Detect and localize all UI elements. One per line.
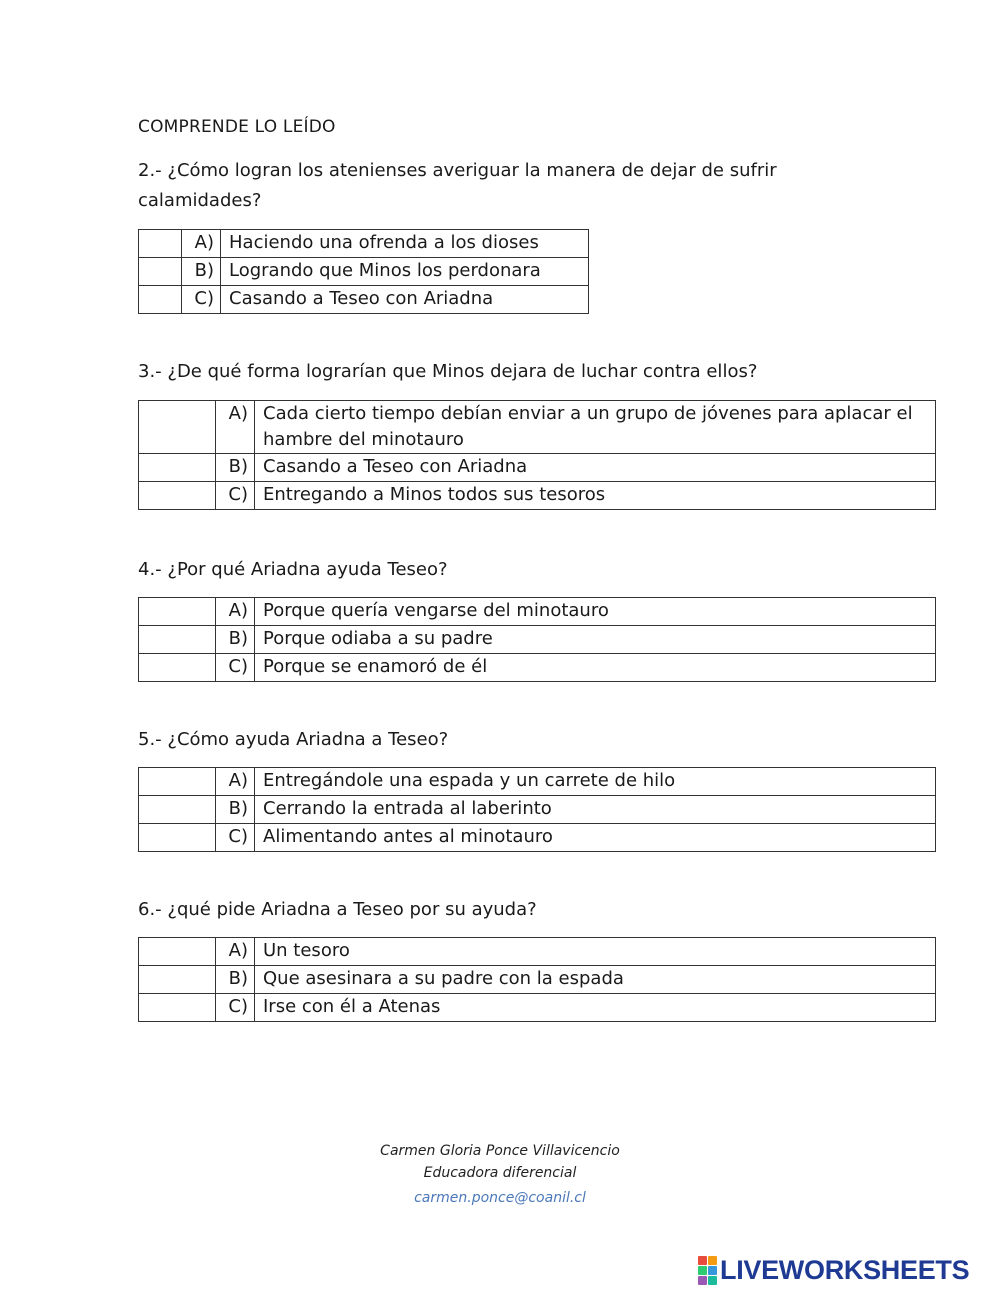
option-letter: C) — [216, 994, 255, 1022]
question-2-text: 2.- ¿Cómo logran los atenienses averiguar la manera de dejar de sufrir calamidades? — [138, 160, 777, 211]
option-letter: A) — [216, 768, 255, 796]
option-text: Porque quería vengarse del minotauro — [255, 598, 936, 626]
question-6-options — [138, 937, 936, 1022]
footer-author-role: Educadora diferencial — [423, 1165, 577, 1181]
logo-block — [708, 1276, 717, 1285]
logo-block — [708, 1266, 717, 1275]
question-4-options — [138, 597, 936, 682]
logo-block — [708, 1256, 717, 1265]
question-3-options — [138, 400, 936, 510]
answer-cell[interactable] — [139, 626, 216, 654]
option-letter: C) — [182, 286, 221, 314]
answer-cell[interactable] — [139, 824, 216, 852]
answer-cell[interactable] — [139, 654, 216, 682]
answer-cell[interactable] — [139, 482, 216, 510]
option-text: Casando a Teseo con Ariadna — [221, 286, 589, 314]
option-text: Irse con él a Atenas — [255, 994, 936, 1022]
option-letter: B) — [182, 258, 221, 286]
option-letter: B) — [216, 626, 255, 654]
question-6-text: 6.- ¿qué pide Ariadna a Teseo por su ayuda? — [138, 899, 537, 920]
answer-cell[interactable] — [139, 286, 182, 314]
option-text: Porque odiaba a su padre — [255, 626, 936, 654]
option-letter: B) — [216, 454, 255, 482]
option-text: Entregando a Minos todos sus tesoros — [255, 482, 936, 510]
liveworksheets-logo[interactable] — [698, 1256, 969, 1284]
option-text: Entregándole una espada y un carrete de hilo — [255, 768, 936, 796]
option-text: Alimentando antes al minotauro — [255, 824, 936, 852]
answer-cell[interactable] — [139, 598, 216, 626]
answer-cell[interactable] — [139, 994, 216, 1022]
logo-text: LIVEWORKSHEETS — [720, 1254, 970, 1285]
logo-block — [698, 1276, 707, 1285]
option-text: Haciendo una ofrenda a los dioses — [221, 230, 589, 258]
option-text: Cada cierto tiempo debían enviar a un grupo de jóvenes para aplacar el hambre del minotauro — [255, 401, 936, 454]
option-row[interactable] — [139, 454, 936, 482]
question-5-options — [138, 767, 936, 852]
logo-block — [698, 1256, 707, 1265]
footer-email-link[interactable]: carmen.ponce@coanil.cl — [414, 1190, 586, 1206]
option-row[interactable] — [139, 482, 936, 510]
page-heading: COMPRENDE LO LEÍDO — [138, 117, 336, 137]
option-row[interactable] — [139, 286, 589, 314]
answer-cell[interactable] — [139, 796, 216, 824]
option-text: Logrando que Minos los perdonara — [221, 258, 589, 286]
option-text: Un tesoro — [255, 938, 936, 966]
option-text: Porque se enamoró de él — [255, 654, 936, 682]
logo-block — [698, 1266, 707, 1275]
option-letter: C) — [216, 654, 255, 682]
option-letter: A) — [182, 230, 221, 258]
answer-cell[interactable] — [139, 401, 216, 454]
option-row[interactable] — [139, 626, 936, 654]
option-row[interactable] — [139, 796, 936, 824]
option-text: Casando a Teseo con Ariadna — [255, 454, 936, 482]
footer-author-name: Carmen Gloria Ponce Villavicencio — [380, 1143, 620, 1159]
option-letter: A) — [216, 598, 255, 626]
answer-cell[interactable] — [139, 966, 216, 994]
liveworksheets-logo-icon — [698, 1256, 717, 1285]
option-letter: A) — [216, 401, 255, 454]
option-row[interactable] — [139, 598, 936, 626]
answer-cell[interactable] — [139, 258, 182, 286]
option-row[interactable] — [139, 230, 589, 258]
answer-cell[interactable] — [139, 938, 216, 966]
question-4-text: 4.- ¿Por qué Ariadna ayuda Teseo? — [138, 559, 448, 580]
question-3-text: 3.- ¿De qué forma lograrían que Minos dejara de luchar contra ellos? — [138, 361, 758, 382]
answer-cell[interactable] — [139, 230, 182, 258]
option-letter: C) — [216, 824, 255, 852]
question-5-text: 5.- ¿Cómo ayuda Ariadna a Teseo? — [138, 729, 449, 750]
option-letter: B) — [216, 966, 255, 994]
option-text: Cerrando la entrada al laberinto — [255, 796, 936, 824]
option-text: Que asesinara a su padre con la espada — [255, 966, 936, 994]
option-row[interactable] — [139, 401, 936, 454]
option-letter: A) — [216, 938, 255, 966]
option-row[interactable] — [139, 966, 936, 994]
option-row[interactable] — [139, 994, 936, 1022]
answer-cell[interactable] — [139, 454, 216, 482]
question-2-options — [138, 229, 589, 314]
option-row[interactable] — [139, 938, 936, 966]
option-row[interactable] — [139, 258, 589, 286]
option-letter: C) — [216, 482, 255, 510]
option-row[interactable] — [139, 824, 936, 852]
option-letter: B) — [216, 796, 255, 824]
option-row[interactable] — [139, 768, 936, 796]
answer-cell[interactable] — [139, 768, 216, 796]
option-row[interactable] — [139, 654, 936, 682]
